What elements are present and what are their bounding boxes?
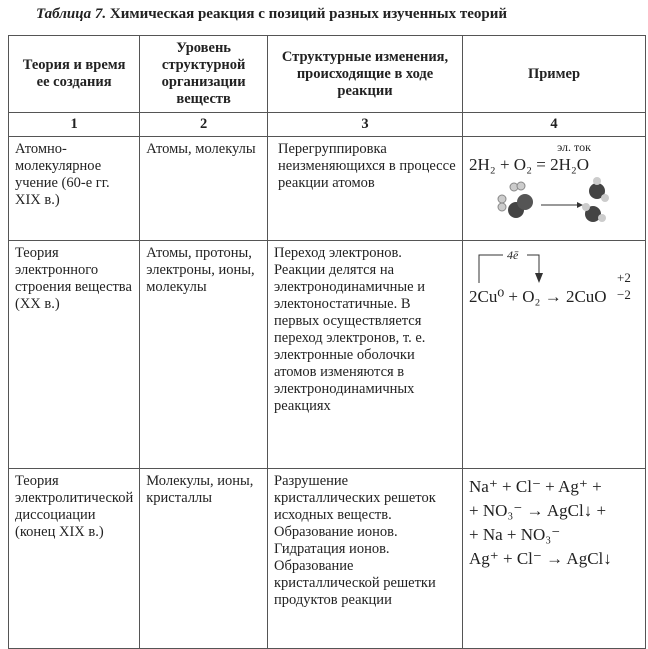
header-changes: Структурные изменения, происходящие в ходе реакции: [268, 36, 463, 113]
table-row: [9, 241, 646, 469]
theory-cell: Теория электронного строения вещества (XX в.): [9, 241, 140, 469]
level-cell: Молекулы, ионы, кристаллы: [140, 469, 268, 649]
caption-label: Таблица 7.: [36, 6, 107, 22]
changes-cell: Разрушение кристаллических решеток исходных веществ. Образование ионов. Гидратация ионов. Образование кристаллической решетки продуктов реакции: [268, 469, 463, 649]
equation-line: Ag⁺ + Cl⁻ → AgCl↓: [469, 549, 612, 568]
theory-cell: Атомно-молекулярное учение (60-е гг. XIX в.): [9, 137, 140, 241]
header-row: [9, 36, 646, 113]
theory-cell: Теория электролитической диссоциации (конец XIX в.): [9, 469, 140, 649]
equation-line: + NO₃⁻ → AgCl↓ +: [469, 501, 607, 520]
molecule-diagram: [469, 177, 639, 227]
caption-text: Химическая реакция с позиций разных изученных теорий: [109, 6, 507, 22]
example-cell: [463, 469, 646, 649]
equation: 2H₂ + O₂ = 2H₂O: [469, 155, 590, 174]
table-caption: [36, 6, 507, 23]
table-row: [9, 469, 646, 649]
header-theory: Теория и время ее создания: [9, 36, 140, 113]
equation: 2Cu⁰ + O₂ → 2CuO: [469, 287, 607, 306]
example-cell: [463, 241, 646, 469]
level-cell: Атомы, молекулы: [140, 137, 268, 241]
electron-transfer-arrow: [475, 249, 575, 285]
col-number: 3: [268, 113, 463, 137]
theories-table: [8, 35, 646, 649]
col-number: 1: [9, 113, 140, 137]
oxidation-states: +2 −2: [617, 270, 631, 302]
header-level: Уровень структурной организации веществ: [140, 36, 268, 113]
equation-line: Na⁺ + Cl⁻ + Ag⁺ +: [469, 477, 602, 496]
col-number: 4: [463, 113, 646, 137]
electron-label: 4ē: [507, 248, 519, 262]
header-example: Пример: [463, 36, 646, 113]
table-row: [9, 137, 646, 241]
number-row: [9, 113, 646, 137]
equation-line: + Na + NO₃⁻: [469, 525, 561, 544]
level-cell: Атомы, протоны, электроны, ионы, молекулы: [140, 241, 268, 469]
example-cell: [463, 137, 646, 241]
changes-cell: Переход электронов. Реакции делятся на электронодинамичные и электоностатичные. В первых осуществляется переход электронов, т. е. электронные оболочки атомов изменяются в электронодинамичных реакциях: [268, 241, 463, 469]
col-number: 2: [140, 113, 268, 137]
current-note: эл. ток: [557, 140, 591, 154]
changes-cell: Перегруппировка неизменяющихся в процессе реакции атомов: [268, 137, 463, 241]
